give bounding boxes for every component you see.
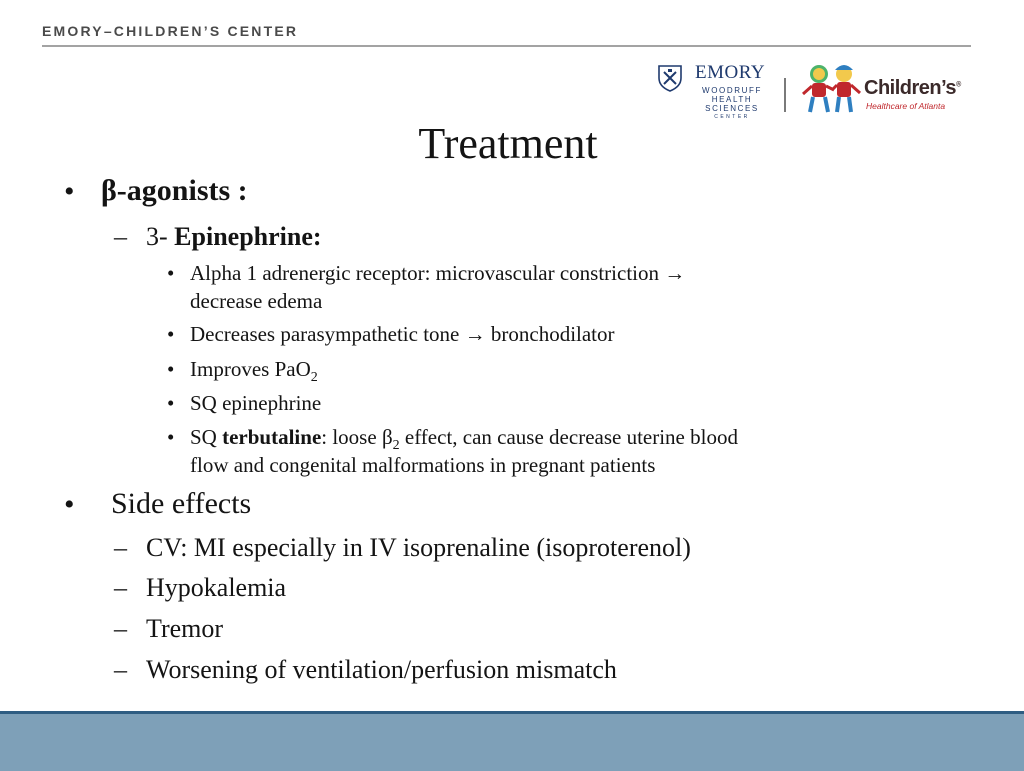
sub-bullet: • [167, 322, 175, 346]
item-terbutaline: SQ terbutaline: loose $\beta_2$ effect, can cause decrease uterine blood [190, 425, 738, 454]
childrens-kids-logo-icon [800, 60, 864, 116]
dash: – [114, 222, 127, 251]
emory-logo-name: EMORY [695, 62, 766, 83]
sub-bullet-epinephrine: 3- Epinephrine: [146, 222, 322, 251]
side-effect-item: Worsening of ventilation/perfusion mismatch [146, 655, 617, 684]
item-pao2: Improves PaO$_2$ [190, 357, 318, 386]
side-effect-item: CV: MI especially in IV isoprenaline (isoproterenol) [146, 533, 691, 562]
emory-logo-subtitle: WOODRUFF HEALTH SCIENCES CENTER [702, 86, 762, 120]
sub-bullet: • [167, 261, 175, 285]
dash: – [114, 614, 127, 643]
item-sq-epinephrine: SQ epinephrine [190, 391, 322, 415]
item-parasympathetic: Decreases parasympathetic tone → bronchodilator [190, 322, 615, 346]
dash: – [114, 573, 127, 602]
arrow-right-icon: → [664, 261, 686, 285]
slide-title: Treatment [418, 119, 598, 168]
childrens-logo-tagline: Healthcare of Atlanta [866, 101, 946, 111]
logo-divider [784, 78, 786, 112]
childrens-logo-name: Children’s® [864, 77, 961, 99]
side-effect-item: Tremor [146, 614, 224, 643]
footer-band [0, 711, 1024, 771]
item-alpha1-cont: decrease edema [190, 289, 323, 313]
emory-shield-icon [657, 64, 683, 92]
item-terbutaline-cont: flow and congenital malformations in pregnant patients [190, 453, 656, 477]
sub-bullet: • [167, 425, 175, 449]
side-effect-item: Hypokalemia [146, 573, 287, 602]
header-title: EMORY–CHILDREN’S CENTER [42, 23, 299, 39]
arrow-right-icon: → [464, 322, 486, 346]
dash: – [114, 655, 127, 684]
bullet-side-effects: Side effects [111, 487, 252, 520]
dash: – [114, 533, 127, 562]
sub-bullet: • [167, 357, 175, 381]
sub-bullet: • [167, 391, 175, 415]
bullet-beta-agonists: β-agonists : [101, 174, 248, 207]
bullet: • [64, 488, 75, 521]
bullet: • [64, 175, 75, 208]
item-alpha1: Alpha 1 adrenergic receptor: microvascular constriction → [190, 261, 686, 285]
header-rule [42, 45, 971, 47]
